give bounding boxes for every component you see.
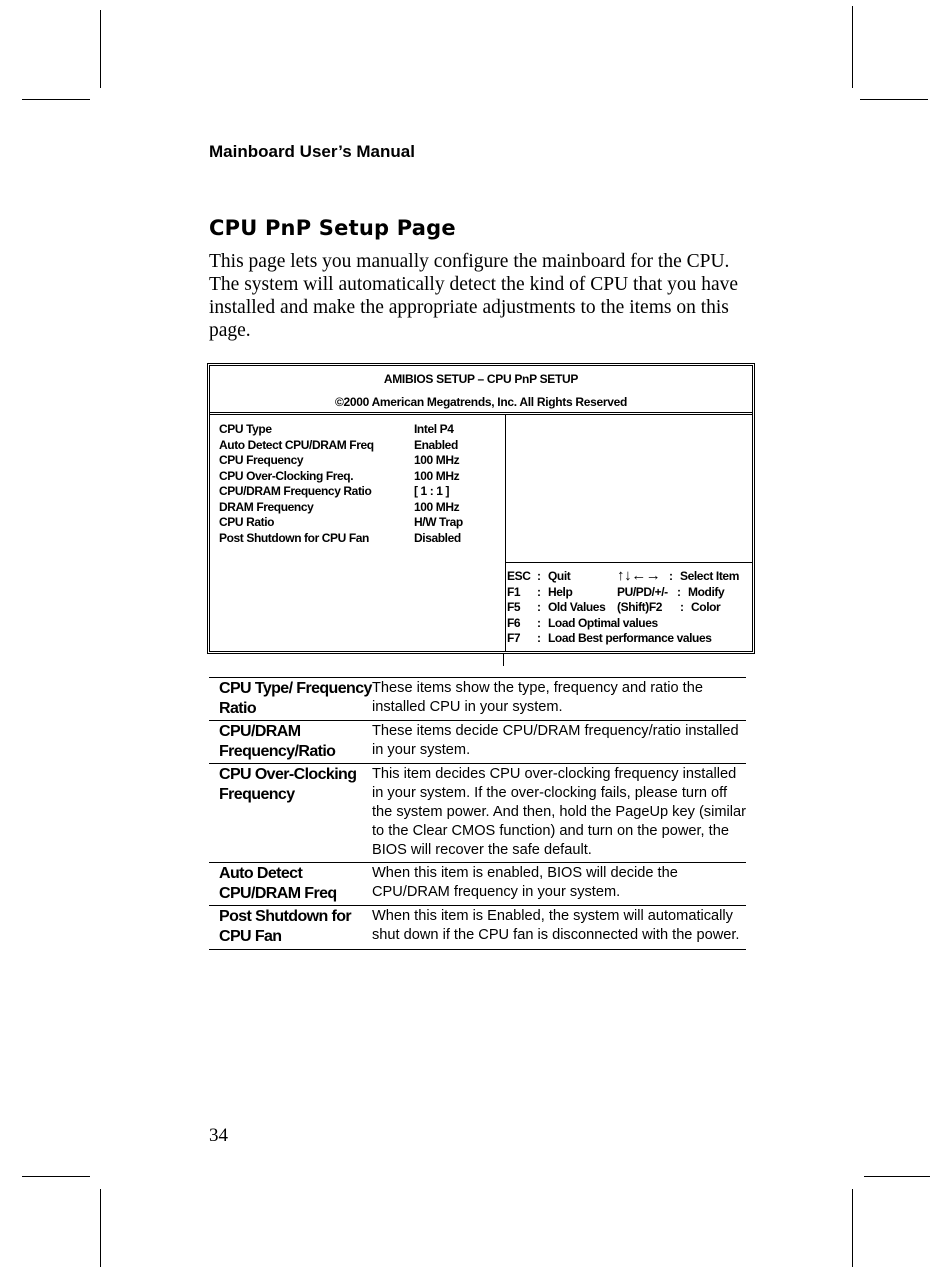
page-number: 34 bbox=[209, 1125, 228, 1146]
crop-mark bbox=[852, 1189, 853, 1267]
key-legend-row bbox=[507, 585, 739, 601]
bios-header bbox=[210, 366, 752, 415]
description-row bbox=[209, 678, 746, 721]
key-separator: : bbox=[537, 615, 541, 630]
setting-value: 100 MHz bbox=[414, 468, 460, 483]
description-table bbox=[209, 677, 746, 950]
description-row bbox=[209, 906, 746, 950]
setting-label: Post Shutdown for CPU Fan bbox=[219, 530, 369, 545]
bios-setting-row[interactable] bbox=[219, 500, 463, 516]
key-legend-row bbox=[507, 631, 739, 647]
key-description: Help bbox=[548, 584, 573, 599]
key-description: Load Best performance values bbox=[548, 631, 712, 645]
key-separator: : bbox=[537, 569, 541, 583]
crop-mark bbox=[100, 10, 101, 88]
setting-value: Intel P4 bbox=[414, 422, 454, 436]
key-description: Quit bbox=[548, 569, 571, 583]
description-text: When this item is enabled, BIOS will decide the CPU/DRAM frequency in your system. bbox=[372, 865, 678, 900]
crop-mark bbox=[860, 99, 928, 100]
setting-value: [ 1 : 1 ] bbox=[414, 484, 450, 498]
crop-mark bbox=[100, 1189, 101, 1267]
key-name: PU/PD/+/- bbox=[617, 584, 668, 599]
description-text: When this item is Enabled, the system will automatically shut down if the CPU fan is disconnected with the power. bbox=[372, 908, 740, 943]
description-term: Post Shutdown for CPU Fan bbox=[219, 908, 352, 945]
description-row bbox=[209, 764, 746, 863]
key-description: Modify bbox=[688, 584, 725, 599]
key-name: F5 bbox=[507, 600, 521, 614]
divider-tail bbox=[503, 654, 504, 666]
key-name: F7 bbox=[507, 631, 521, 645]
bios-setting-row[interactable] bbox=[219, 484, 463, 500]
bios-settings-list bbox=[219, 422, 463, 546]
section-title: CPU PnP Setup Page bbox=[209, 216, 456, 240]
bios-copyright: ©2000 American Megatrends, Inc. All Rights Reserved bbox=[334, 395, 628, 409]
setting-value: 100 MHz bbox=[414, 499, 460, 514]
crop-mark bbox=[864, 1176, 930, 1177]
key-legend-row bbox=[507, 569, 739, 585]
key-description: Select Item bbox=[680, 569, 739, 583]
setting-value: H/W Trap bbox=[414, 515, 463, 529]
bios-setting-row[interactable] bbox=[219, 531, 463, 547]
description-term: Auto Detect CPU/DRAM Freq bbox=[219, 865, 337, 902]
setting-label: CPU Frequency bbox=[219, 453, 304, 467]
setting-label: CPU Type bbox=[219, 422, 272, 436]
bios-key-legend bbox=[507, 569, 739, 647]
key-legend-row bbox=[507, 616, 739, 632]
description-term: CPU Type/ Frequency Ratio bbox=[219, 680, 372, 717]
bios-setting-row[interactable] bbox=[219, 515, 463, 531]
setting-label: Auto Detect CPU/DRAM Freq bbox=[219, 437, 374, 452]
key-description: Old Values bbox=[548, 600, 606, 614]
key-description: Load Optimal values bbox=[548, 615, 658, 630]
key-name: (Shift)F2 bbox=[617, 600, 663, 614]
bios-setup-screen bbox=[207, 363, 755, 654]
description-text: These items decide CPU/DRAM frequency/ratio installed in your system. bbox=[372, 723, 739, 758]
key-separator: : bbox=[537, 600, 541, 614]
bios-divider-vertical bbox=[505, 415, 506, 651]
crop-mark bbox=[22, 1176, 90, 1177]
description-term: CPU Over-Clocking Frequency bbox=[219, 766, 357, 803]
arrow-keys-icon: ↑↓←→ bbox=[617, 567, 661, 584]
setting-value: Enabled bbox=[414, 437, 458, 452]
bios-setting-row[interactable] bbox=[219, 422, 463, 438]
key-legend-row bbox=[507, 600, 739, 616]
bios-setting-row[interactable] bbox=[219, 453, 463, 469]
key-description: Color bbox=[691, 600, 721, 614]
key-name: ESC bbox=[507, 569, 531, 583]
bios-setting-row[interactable] bbox=[219, 469, 463, 485]
description-row bbox=[209, 863, 746, 906]
key-separator: : bbox=[680, 600, 684, 614]
key-name: F6 bbox=[507, 615, 521, 630]
bios-divider-horizontal bbox=[505, 562, 752, 563]
description-text: These items show the type, frequency and ratio the installed CPU in your system. bbox=[372, 680, 703, 715]
running-header: Mainboard User’s Manual bbox=[209, 142, 415, 161]
bios-setting-row[interactable] bbox=[219, 438, 463, 454]
key-separator: : bbox=[669, 569, 673, 583]
description-term: CPU/DRAM Frequency/Ratio bbox=[219, 723, 336, 760]
key-name: F1 bbox=[507, 584, 521, 599]
setting-value: Disabled bbox=[414, 530, 461, 545]
intro-paragraph: This page lets you manually configure the mainboard for the CPU. The system will automatically detect the kind of CPU that you have installed and make the appropriate adjustments to the items on this page. bbox=[209, 251, 739, 341]
bios-title: AMIBIOS SETUP – CPU PnP SETUP bbox=[383, 372, 579, 386]
setting-value: 100 MHz bbox=[414, 453, 460, 467]
key-separator: : bbox=[677, 584, 681, 599]
setting-label: CPU Over-Clocking Freq. bbox=[219, 468, 354, 483]
crop-mark bbox=[852, 6, 853, 88]
description-text: This item decides CPU over-clocking frequency installed in your system. If the over-clocking fails, please turn off the system power. And then, hold the PageUp key (similar to the Clear CMOS function) and turn on the power, the BIOS will recover the safe default. bbox=[372, 766, 746, 858]
key-separator: : bbox=[537, 584, 541, 599]
key-separator: : bbox=[537, 631, 541, 645]
description-row bbox=[209, 721, 746, 764]
setting-label: CPU/DRAM Frequency Ratio bbox=[219, 484, 372, 498]
setting-label: CPU Ratio bbox=[219, 515, 275, 529]
setting-label: DRAM Frequency bbox=[219, 499, 314, 514]
crop-mark bbox=[22, 99, 90, 100]
